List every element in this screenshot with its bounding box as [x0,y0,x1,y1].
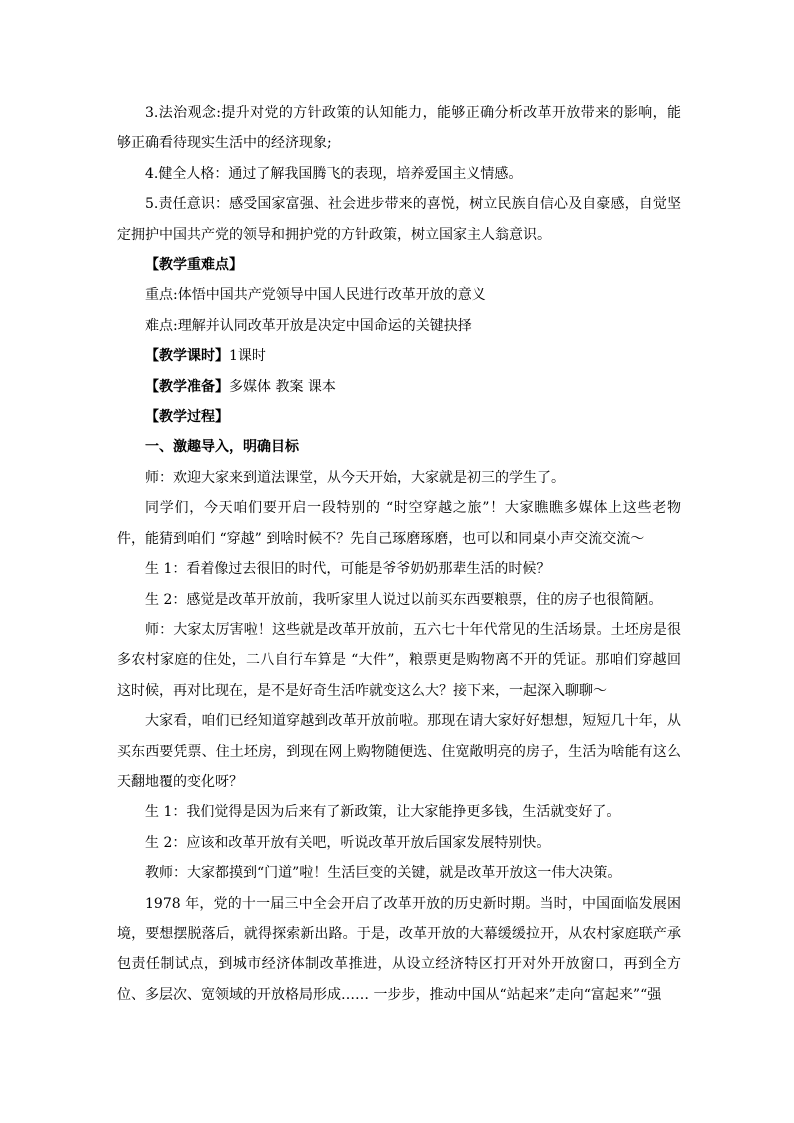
label-preparation: 【教学准备】 [145,378,229,395]
paragraph-student-2a: 生 2：感觉是改革开放前，我听家里人说过以前买东西要粮票，住的房子也很简陋。 [145,591,663,608]
paragraph-student-2b: 生 2：应该和改革开放有关吧，听说改革开放后国家发展特别快。 [145,834,551,851]
paragraph-student-1a: 生 1：看着像过去很旧的时代，可能是爷爷奶奶那辈生活的时候？ [145,561,551,578]
paragraph-difficult-point: 难点:理解并认同改革开放是决定中国命运的关键抉择 [145,317,472,334]
label-class-hours: 【教学课时】 [145,348,229,365]
heading-teaching-process: 【教学过程】 [145,409,229,426]
paragraph-teacher-welcome: 师：欢迎大家来到道法课堂，从今天开始，大家就是初三的学生了。 [145,469,565,486]
paragraph-responsibility: 5.责任意识：感受国家富强、社会进步带来的喜悦，树立民族自信心及自豪感，自觉坚定拥护中国共产党的领导和拥护党的方针政策，树立国家主人翁意识。 [117,196,681,243]
heading-key-difficult-points: 【教学重难点】 [145,257,243,274]
heading-section-one: 一、激趣导入，明确目标 [145,439,299,456]
paragraph-time-travel: 同学们，今天咱们要开启一段特别的 “时空穿越之旅”！大家瞧瞧多媒体上这些老物件，能猜到咱们 “穿越” 到啥时候不？先自己琢磨琢磨，也可以和同桌小声交流交流～ [117,500,681,547]
value-class-hours: 1课时 [229,348,266,365]
paragraph-teacher-key: 教师：大家都摸到“门道”啦！生活巨变的关键，就是改革开放这一伟大决策。 [145,865,622,882]
paragraph-key-point: 重点:体悟中国共产党领导中国人民进行改革开放的意义 [145,287,486,304]
paragraph-1978-history: 1978 年，党的十一届三中全会开启了改革开放的历史新时期。当时，中国面临发展困境，要想摆脱落后，就得探索新出路。于是，改革开放的大幕缓缓拉开，从农村家庭联产承包责任制试点，到城市经济体制改革推进，从设立经济特区打开对外开放窗口，再到全方位、多层次、宽领域的开放格局形成…… 一步步，推动中国从“站起来”走向“富起来”“强 [117,895,681,1003]
paragraph-think-question: 大家看，咱们已经知道穿越到改革开放前啦。那现在请大家好好想想，短短几十年，从买东西要凭票、住土坯房，到现在网上购物随便选、住宽敞明亮的房子，生活为啥能有这么天翻地覆的变化呀？ [117,713,681,790]
paragraph-teacher-praise: 师：大家太厉害啦！这些就是改革开放前，五六七十年代常见的生活场景。土坯房是很多农村家庭的住处，二八自行车算是 “大件”，粮票更是购物离不开的凭证。那咱们穿越回这时候，再对比现在，是不是好奇生活咋就变这么大？接下来，一起深入聊聊～ [117,621,681,699]
paragraph-preparation [117,372,681,402]
paragraph-student-1b: 生 1：我们觉得是因为后来有了新政策，让大家能挣更多钱，生活就变好了。 [145,804,621,821]
value-preparation: 多媒体 教案 课本 [229,378,336,395]
paragraph-law-awareness: 3.法治观念:提升对党的方针政策的认知能力，能够正确分析改革开放带来的影响，能够正确看待现实生活中的经济现象; [117,105,681,152]
paragraph-class-hours [117,341,681,371]
paragraph-personality: 4.健全人格：通过了解我国腾飞的表现，培养爱国主义情感。 [145,165,523,182]
